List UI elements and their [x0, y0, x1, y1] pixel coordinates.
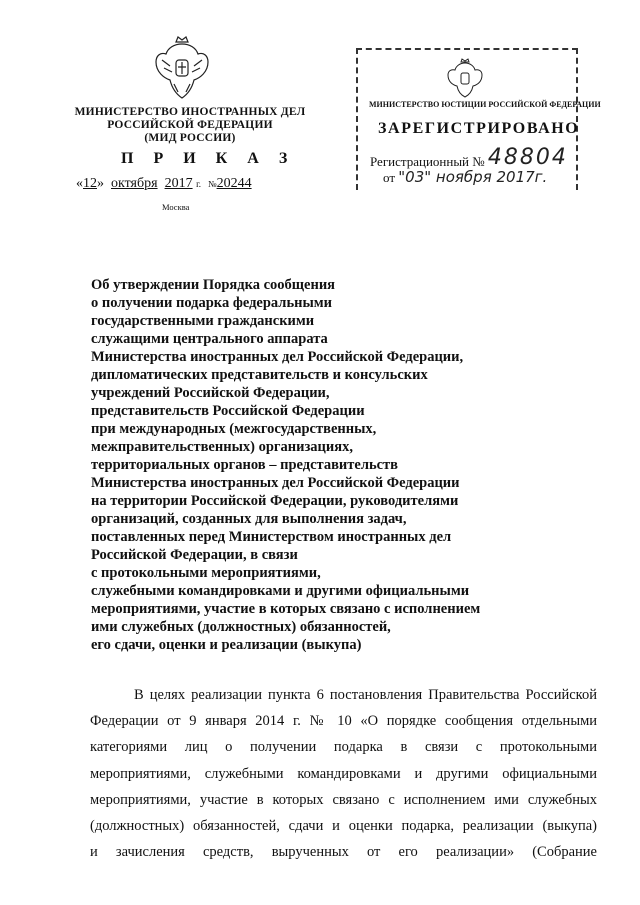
- body-line: категориями лиц о получении подарка в связи с протокольными: [90, 739, 597, 756]
- subject-line: учреждений Российской Федерации,: [91, 385, 330, 401]
- subject-line: мероприятиями, участие в которых связано с исполнением: [91, 601, 481, 617]
- order-number-label: №: [208, 179, 217, 189]
- stamp-reg-number: 48804: [487, 145, 568, 170]
- stamp-registered: ЗАРЕГИСТРИРОВАНО: [378, 120, 580, 137]
- subject-line: организаций, созданных для выполнения задач,: [91, 511, 407, 527]
- stamp-date-label: от: [383, 170, 396, 185]
- date-close-quote: »: [97, 176, 104, 191]
- stamp-emblem: [445, 58, 485, 100]
- order-day: 12: [83, 176, 97, 191]
- subject-line: представительств Российской Федерации: [91, 403, 365, 419]
- order-subject: [91, 276, 531, 654]
- order-date-number: [76, 176, 296, 192]
- ministry-name: [70, 106, 310, 145]
- subject-line: Российской Федерации, в связи: [91, 547, 298, 563]
- subject-line: государственными гражданскими: [91, 313, 315, 329]
- body-line: мероприятиями, участие в которых связано с исполнением ими служебных: [90, 791, 597, 808]
- subject-line: ими служебных (должностных) обязанностей,: [91, 619, 391, 635]
- body-line: мероприятиями, служебными командировками и другими официальными: [90, 765, 597, 782]
- ministry-line: (МИД РОССИИ): [144, 132, 236, 144]
- order-year: 2017: [164, 176, 193, 191]
- subject-line: служебными командировками и другими официальными: [91, 583, 470, 599]
- subject-line: при международных (межгосударственных,: [91, 421, 377, 437]
- subject-line: Об утверждении Порядка сообщения: [91, 277, 336, 293]
- subject-line: Министерства иностранных дел Российской Федерации: [91, 475, 460, 491]
- subject-line: служащими центрального аппарата: [91, 331, 328, 347]
- coat-of-arms-emblem: [152, 36, 212, 102]
- subject-line: поставленных перед Министерством иностранных дел: [91, 529, 452, 545]
- body-line: (должностных) обязанностей, сдачи и оценки подарка, реализации (выкупа): [90, 818, 597, 835]
- stamp-date-value: "03" ноября 2017г.: [398, 168, 548, 186]
- subject-line: межправительственных) организациях,: [91, 439, 353, 455]
- subject-line: Министерства иностранных дел Российской Федерации,: [91, 349, 464, 365]
- stamp-reg-label: Регистрационный №: [370, 154, 485, 169]
- subject-line: его сдачи, оценки и реализации (выкупа): [91, 637, 362, 653]
- stamp-ministry: МИНИСТЕРСТВО ЮСТИЦИИ РОССИЙСКОЙ ФЕДЕРАЦИИ: [369, 100, 601, 109]
- subject-line: о получении подарка федеральными: [91, 295, 333, 311]
- body-line: и зачисления средств, вырученных от его реализации» (Собрание: [90, 844, 597, 861]
- stamp-date-line: [383, 168, 547, 186]
- date-open-quote: «: [76, 176, 83, 191]
- order-title: П Р И К А З: [121, 150, 296, 167]
- subject-line: с протокольными мероприятиями,: [91, 565, 321, 581]
- subject-line: на территории Российской Федерации, руководителями: [91, 493, 459, 509]
- order-year-suffix: г.: [196, 179, 201, 189]
- body-line: Федерации от 9 января 2014 г. № 10 «О порядке сообщения отдельными: [90, 713, 597, 730]
- body-paragraph: [90, 682, 597, 865]
- city-name: Москва: [162, 202, 190, 212]
- subject-line: дипломатических представительств и консульских: [91, 367, 428, 383]
- order-number: 20244: [216, 176, 252, 191]
- body-line: В целях реализации пункта 6 постановления Правительства Российской: [134, 687, 597, 703]
- ministry-line: МИНИСТЕРСТВО ИНОСТРАННЫХ ДЕЛ: [74, 106, 306, 118]
- order-month: октября: [111, 176, 158, 191]
- ministry-line: РОССИЙСКОЙ ФЕДЕРАЦИИ: [107, 119, 273, 131]
- subject-line: территориальных органов – представительств: [91, 457, 399, 473]
